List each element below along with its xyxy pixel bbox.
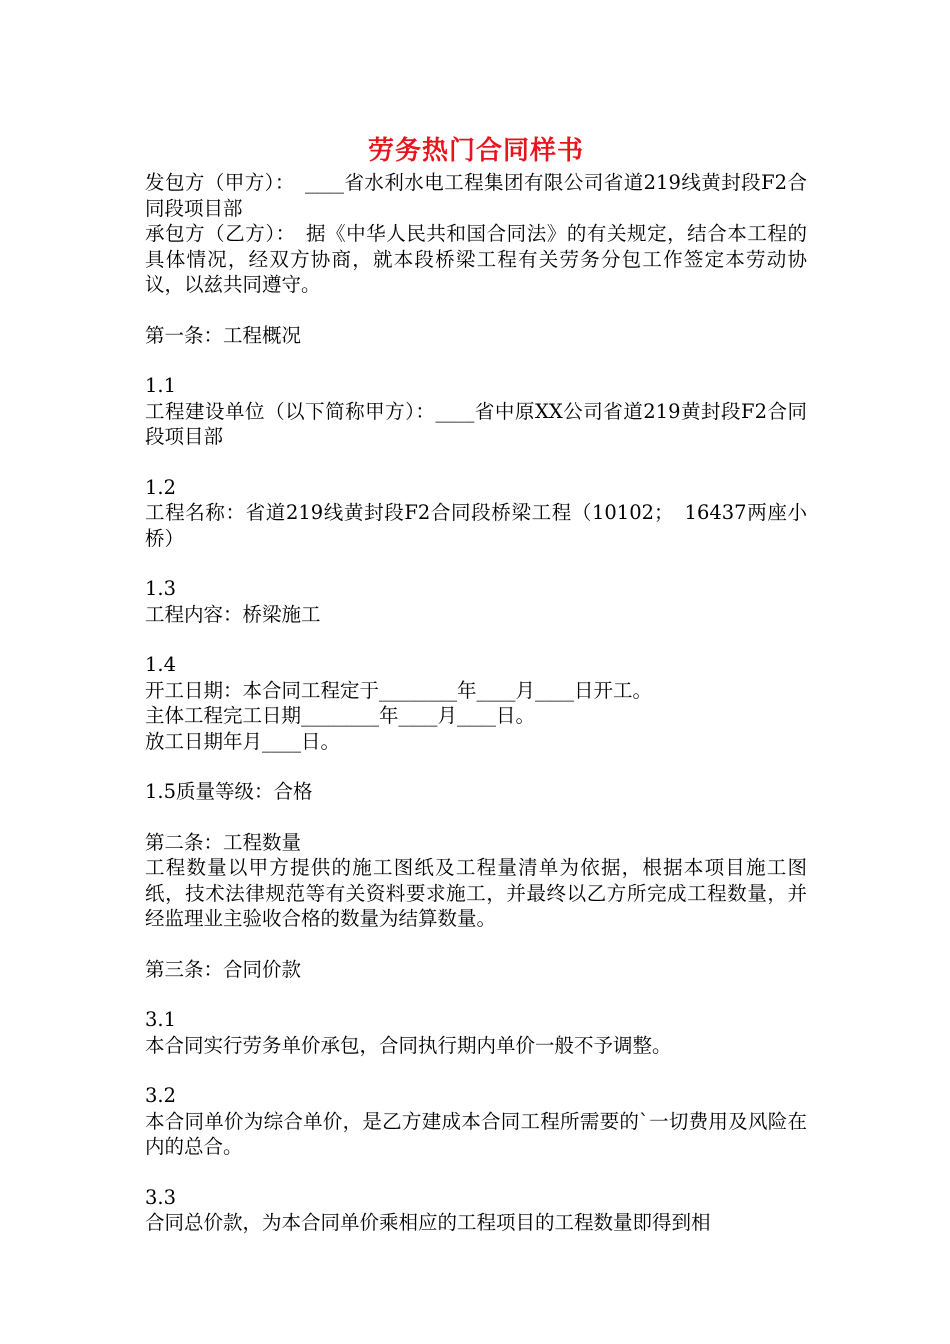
section-1-3-number: 1.3 <box>145 577 177 600</box>
article-2-text: 工程数量以甲方提供的施工图纸及工程量清单为依据，根据本项目施工图纸，技术法律规范等有关资料要求施工，并最终以乙方所完成工程数量，并经监理业主验收合格的数量为结算数量。 <box>145 856 807 930</box>
section-1-5-quality: 1.5质量等级：合格 <box>145 780 313 803</box>
spacer <box>145 932 807 957</box>
party-b-paragraph: 承包方（乙方）： 据《中华人民共和国合同法》的有关规定，结合本工程的具体情况，经双方协商，就本段桥梁工程有关劳务分包工作签定本劳动协议，以兹共同遵守。 <box>145 222 807 296</box>
main-completion-date-line: 主体工程完工日期________年____月____日。 <box>145 704 536 727</box>
section-1-2-text: 工程名称：省道219线黄封段F2合同段桥梁工程（10102； 16437两座小桥） <box>145 501 807 550</box>
party-a-paragraph: 发包方（甲方）： ____省水利水电工程集团有限公司省道219线黄封段F2合同段项目部 <box>145 171 807 220</box>
section-3-2-number: 3.2 <box>145 1084 177 1107</box>
spacer <box>145 805 807 830</box>
article-3-heading: 第三条：合同价款 <box>145 957 302 981</box>
document-title: 劳务热门合同样书 <box>367 136 584 166</box>
section-1-2-number: 1.2 <box>145 475 177 499</box>
section-1-1-number: 1.1 <box>145 374 177 397</box>
section-3-2-text: 本合同单价为综合单价，是乙方建成本合同工程所需要的`一切费用及风险在内的总合。 <box>145 1109 807 1158</box>
start-date-line: 开工日期：本合同工程定于________年____月____日开工。 <box>145 678 653 702</box>
spacer <box>145 450 807 475</box>
section-1-3-text: 工程内容：桥梁施工 <box>145 602 321 626</box>
section-3-3-text: 合同总价款，为本合同单价乘相应的工程项目的工程数量即得到相 <box>145 1211 711 1234</box>
final-date-line: 放工日期年月____日。 <box>145 729 341 753</box>
section-3-1-text: 本合同实行劳务单价承包，合同执行期内单价一般不予调整。 <box>145 1033 672 1057</box>
spacer <box>145 348 807 373</box>
section-1-1-text: 工程建设单位（以下简称甲方）：____省中原XX公司省道219黄封段F2合同段项目部 <box>145 399 807 448</box>
section-3-3-number: 3.3 <box>145 1185 177 1209</box>
spacer <box>145 1160 807 1185</box>
article-1-heading: 第一条：工程概况 <box>145 323 302 347</box>
article-2-heading: 第二条：工程数量 <box>145 830 302 854</box>
spacer <box>145 754 807 779</box>
spacer <box>145 551 807 576</box>
spacer <box>145 298 807 323</box>
document-page <box>145 132 807 1236</box>
spacer <box>145 627 807 652</box>
spacer <box>145 1058 807 1083</box>
section-1-4-number: 1.4 <box>145 653 177 676</box>
section-3-1-number: 3.1 <box>145 1008 177 1031</box>
spacer <box>145 982 807 1007</box>
